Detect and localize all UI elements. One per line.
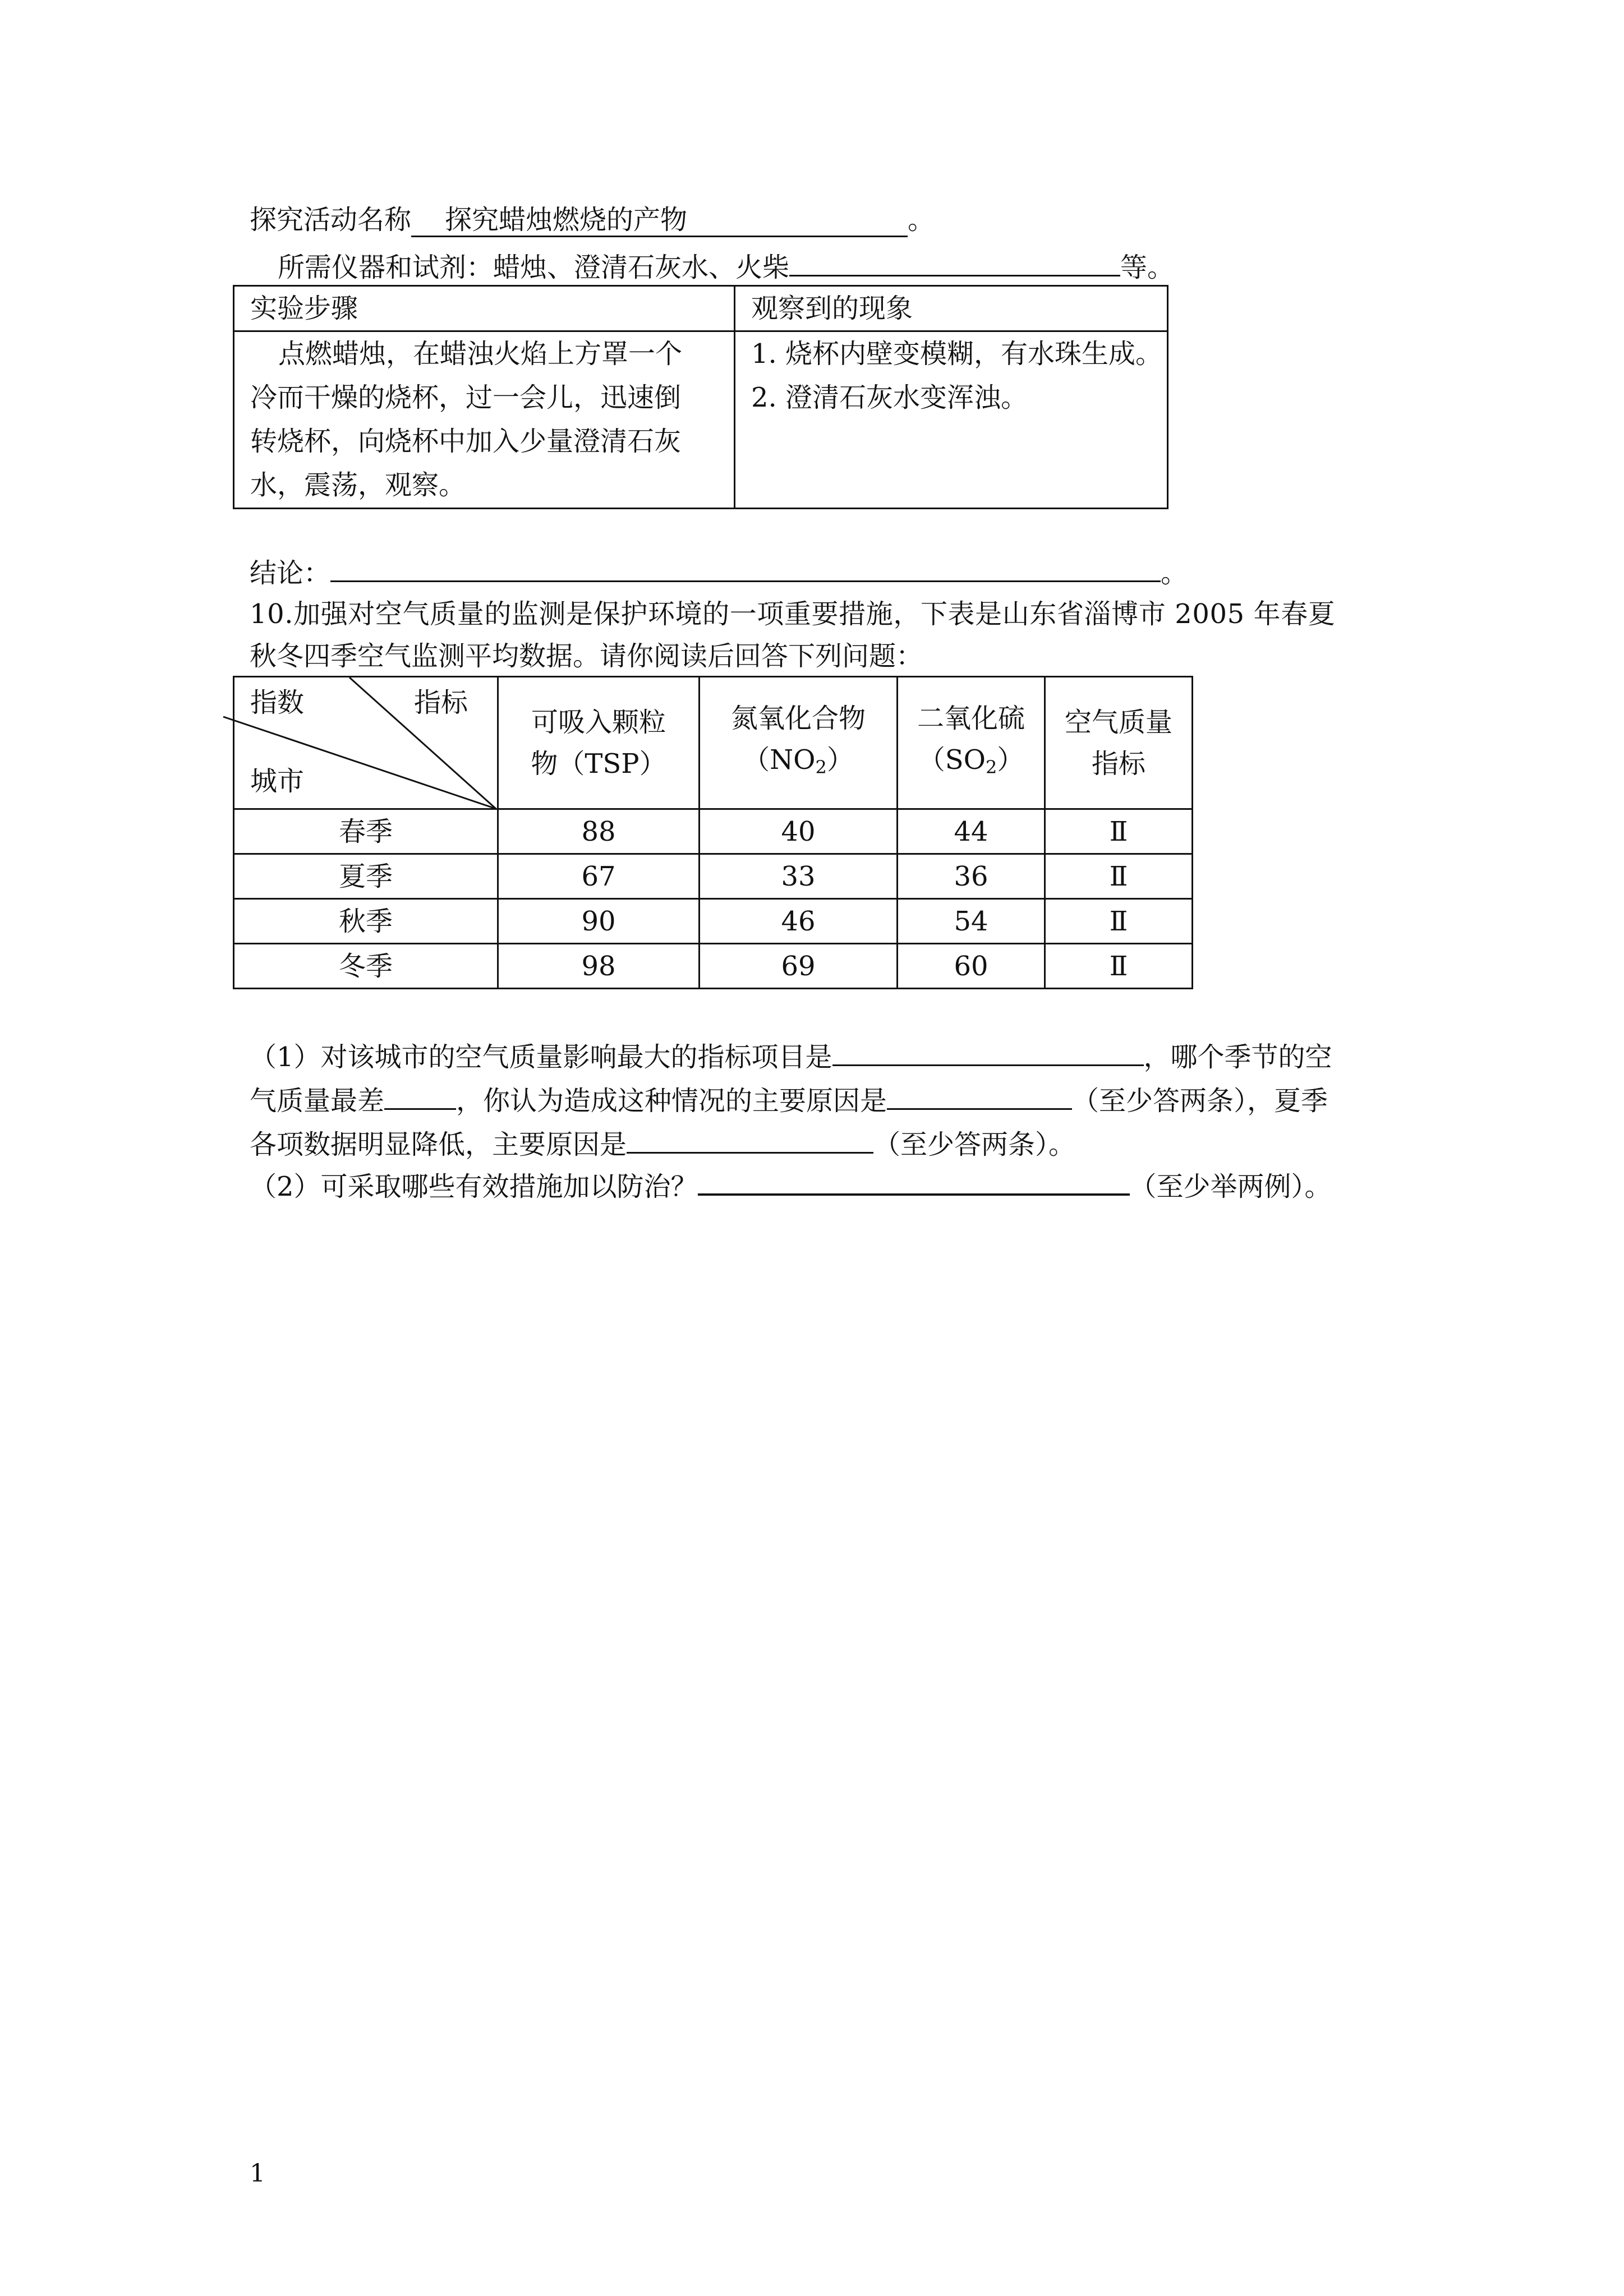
experiment-header-observations: 观察到的现象 — [735, 286, 1168, 331]
season-cell: 春季 — [234, 809, 498, 854]
header-grade: 空气质量 指标 — [1045, 677, 1193, 809]
activity-label: 探究活动名称 — [250, 204, 412, 236]
conclusion-label: 结论： — [250, 557, 331, 589]
grade-cell: Ⅱ — [1045, 899, 1193, 944]
conclusion-end: 。 — [1161, 557, 1188, 589]
observation-line: 1. 烧杯内壁变模糊，有水珠生成。 — [751, 338, 1163, 370]
materials-blank[interactable] — [789, 247, 1120, 276]
tsp-cell: 88 — [498, 809, 700, 854]
season-cell: 冬季 — [234, 944, 498, 989]
table-row — [234, 809, 1193, 854]
experiment-observations-cell — [735, 331, 1168, 509]
q1-reason-blank[interactable] — [887, 1080, 1072, 1110]
so2-cell: 44 — [898, 809, 1045, 854]
activity-end: 。 — [908, 204, 935, 236]
table-row — [234, 854, 1193, 899]
season-cell: 秋季 — [234, 899, 498, 944]
conclusion-line — [250, 552, 1188, 590]
so2-cell: 60 — [898, 944, 1045, 989]
step-line: 冷而干燥的烧杯，过一会儿，迅速倒 — [250, 382, 682, 413]
activity-answer: 探究蜡烛燃烧的产物 — [411, 204, 908, 237]
air-header-row — [234, 677, 1193, 809]
q2-measures-blank[interactable] — [698, 1165, 1130, 1196]
materials-line — [278, 247, 1174, 284]
season-cell: 夏季 — [234, 854, 498, 899]
q1-line3: 各项数据明显降低，主要原因是 （至少答两条）。 — [250, 1124, 1075, 1161]
experiment-header-row — [234, 286, 1168, 331]
q1-indicator-blank[interactable] — [832, 1036, 1144, 1066]
experiment-steps-cell — [234, 331, 735, 509]
table-row — [234, 944, 1193, 989]
question10-line1: 10.加强对空气质量的监测是保护环境的一项重要措施，下表是山东省淄博市 2005 年春夏 — [250, 598, 1336, 630]
experiment-body-row — [234, 331, 1168, 509]
grade-cell: Ⅱ — [1045, 854, 1193, 899]
q1-summer-blank[interactable] — [627, 1124, 873, 1154]
corner-city-label: 城市 — [250, 766, 305, 797]
step-line: 点燃蜡烛，在蜡浊火焰上方罩一个 — [278, 338, 683, 370]
step-line: 水，震荡，观察。 — [250, 469, 466, 501]
no2-cell: 46 — [700, 899, 898, 944]
grade-cell: Ⅱ — [1045, 809, 1193, 854]
q1-line1: （1）对该城市的空气质量影响最大的指标项目是 ，哪个季节的空 — [250, 1036, 1332, 1074]
q1-line2: 气质量最差 ，你认为造成这种情况的主要原因是 （至少答两条），夏季 — [250, 1080, 1328, 1118]
header-no2: 氮氧化合物 $(NO_2)$ — [700, 677, 898, 809]
no2-cell: 40 — [700, 809, 898, 854]
air-corner-cell — [234, 677, 498, 809]
question10-line2: 秋冬四季空气监测平均数据。请你阅读后回答下列问题： — [250, 640, 923, 672]
header-so2: 二氧化硫 $(SO_2)$ — [898, 677, 1045, 809]
conclusion-blank[interactable] — [330, 552, 1161, 582]
grade-cell: Ⅱ — [1045, 944, 1193, 989]
so2-cell: 36 — [898, 854, 1045, 899]
step-line: 转烧杯，向烧杯中加入少量澄清石灰 — [250, 426, 682, 457]
experiment-table — [233, 285, 1168, 509]
page-number: 1 — [250, 2159, 265, 2188]
corner-index-label: 指数 — [250, 687, 305, 718]
q2-line: （2）可采取哪些有效措施加以防治？ （至少举两例）。 — [250, 1165, 1332, 1204]
header-tsp: 可吸入颗粒 物（TSP） — [498, 677, 700, 809]
activity-line — [250, 203, 935, 237]
tsp-cell: 98 — [498, 944, 700, 989]
q1-season-blank[interactable] — [384, 1080, 456, 1110]
experiment-header-steps: 实验步骤 — [234, 286, 735, 331]
materials-end: 等。 — [1120, 252, 1175, 283]
corner-indicator-label: 指标 — [414, 687, 468, 718]
no2-cell: 33 — [700, 854, 898, 899]
table-row — [234, 899, 1193, 944]
air-quality-table — [233, 676, 1193, 989]
materials-label: 所需仪器和试剂：蜡烛、澄清石灰水、火柴 — [278, 252, 790, 283]
no2-cell: 69 — [700, 944, 898, 989]
so2-cell: 54 — [898, 899, 1045, 944]
observation-line: 2. 澄清石灰水变浑浊。 — [751, 382, 1028, 413]
tsp-cell: 67 — [498, 854, 700, 899]
tsp-cell: 90 — [498, 899, 700, 944]
